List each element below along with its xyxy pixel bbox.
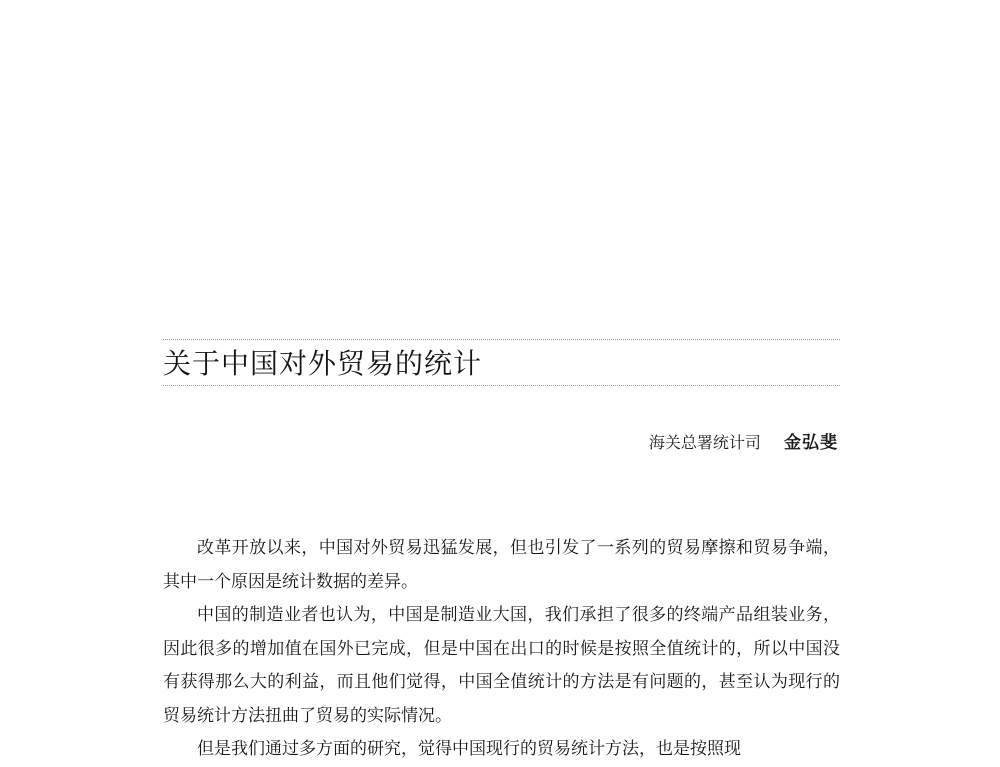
title-bottom-rule xyxy=(163,385,840,386)
paragraph: 但是我们通过多方面的研究，觉得中国现行的贸易统计方法，也是按照现 xyxy=(197,739,741,759)
paragraph: 中国的制造业者也认为，中国是制造业大国，我们承担了很多的终端产品组装业务，因此很多的增加值在国外已完成，但是中国在出口的时候是按照全值统计的，所以中国没有获得那么大的利益，而且他们觉得，中国全值统计的方法是有问题的，甚至认为现行的贸易统计方法扭曲了贸易的实际情况。 xyxy=(163,605,840,726)
title-top-rule xyxy=(163,339,840,340)
paragraph: 改革开放以来，中国对外贸易迅猛发展，但也引发了一系列的贸易摩擦和贸易争端，其中一个原因是统计数据的差异。 xyxy=(163,538,840,592)
author-name: 金弘斐 xyxy=(784,433,838,453)
author-affiliation: 海关总署统计司 xyxy=(648,433,761,452)
article-title: 关于中国对外贸易的统计 xyxy=(163,347,483,380)
byline xyxy=(649,431,838,455)
article-body xyxy=(163,532,840,767)
